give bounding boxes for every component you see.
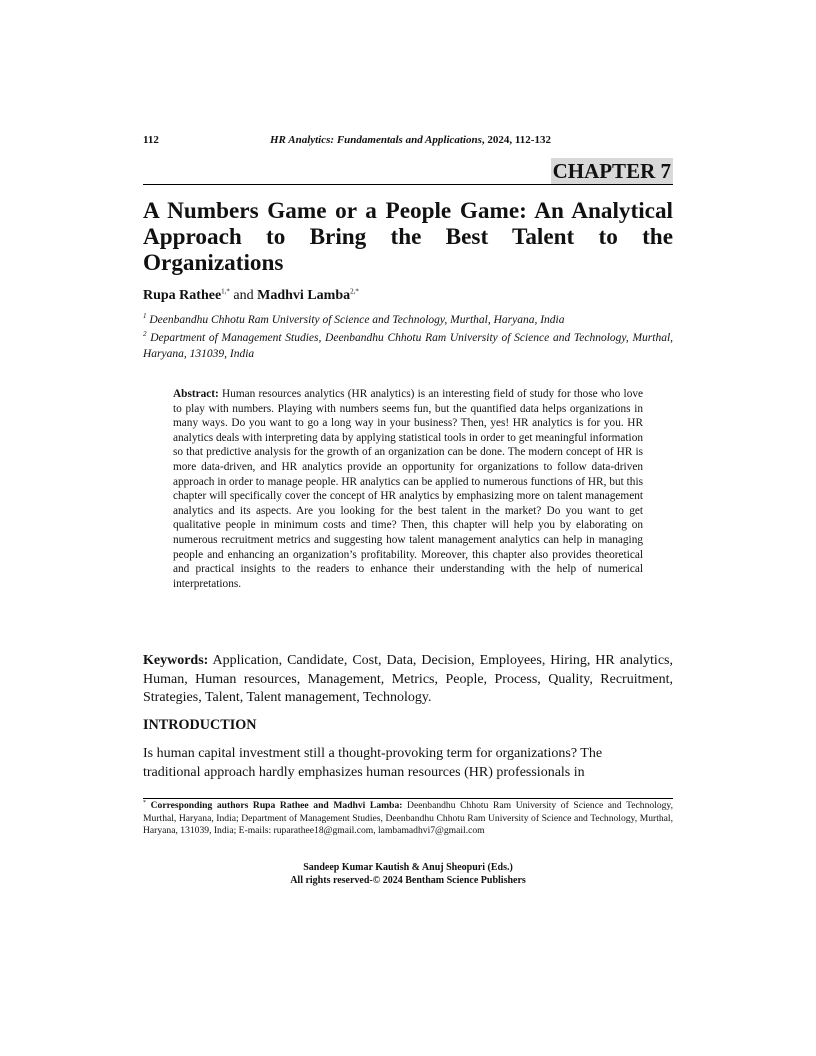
author-line (143, 288, 673, 304)
footer-editors: Sandeep Kumar Kautish & Anuj Sheopuri (Eds.) (303, 862, 513, 873)
keywords-label: Keywords: (143, 653, 209, 668)
abstract-label: Abstract: (173, 388, 219, 400)
chapter-header-rule (143, 158, 673, 185)
affiliation-text: Department of Management Studies, Deenbandhu Chhotu Ram University of Science and Technology, Murthal, Haryana, 131039, India (143, 332, 674, 360)
author-name: Rupa Rathee (143, 288, 222, 303)
keywords-text: Application, Candidate, Cost, Data, Decision, Employees, Hiring, HR analytics, Human, Human resources, Management, Metrics, People, Process, Quality, Recruitment, Strategies, Talent, Talent management, Technology. (143, 653, 673, 705)
page-number: 112 (143, 134, 159, 146)
journal-year-pages: , 2024, 112-132 (481, 134, 551, 146)
footnote (143, 800, 673, 838)
keywords (143, 652, 673, 708)
journal-title: HR Analytics: Fundamentals and Applications (270, 134, 482, 146)
journal-citation (270, 134, 551, 146)
affiliation (143, 312, 673, 328)
paragraph-line: traditional approach hardly emphasizes human resources (HR) professionals in (143, 764, 585, 780)
abstract-text: Human resources analytics (HR analytics) is an interesting field of study for those who love to play with numbers. Playing with numbers seems fun, but the quantified data helps organizations in many ways. Do you want to go a long way in your business? Then, yes! HR analytics is for you. HR analytics deals with interpreting data by applying statistical tools in order to get meaningful information so that predictive analysis for the growth of an organization can be done. The modern concept of HR is more data-driven, and HR analytics provide an opportunity for organizations to follow data-driven approach in order to manage people. HR analytics can be applied to numerous functions of HR, but this chapter will specifically cover the concept of HR analytics by emphasizing more on talent management analytics and its aspects. Are you looking for the best talent in the market? Do you want to get qualitative people in minimum costs and time? Then, this chapter will help you by elaborating on numerous recruitment metrics and suggesting how talent management analytics can help in managing people and enhancing an organization’s profitability. Moreover, this chapter also provides theoretical and practical insights to the readers to enhance their understanding with the help of numerical interpretations. (173, 388, 644, 590)
footnote-marker: * (143, 799, 146, 806)
footnote-label: Corresponding authors Rupa Rathee and Madhvi Lamba: (150, 800, 403, 811)
affiliation-number: 1 (143, 312, 147, 321)
chapter-title: A Numbers Game or a People Game: An Analytical Approach to Bring the Best Talent to the Organizations (143, 198, 673, 276)
page-footer (143, 862, 673, 887)
affiliation (143, 330, 673, 362)
author-conjunction: and (233, 288, 254, 303)
footer-rights: All rights reserved-© 2024 Bentham Science Publishers (290, 874, 526, 886)
section-heading: INTRODUCTION (143, 717, 257, 733)
author-affiliation-marker: 2,* (350, 287, 359, 296)
introduction-paragraph (143, 745, 673, 782)
footnote-text: Deenbandhu Chhotu Ram University of Science and Technology, Murthal, Haryana, India; Department of Management Studies, Deenbandhu Chhotu Ram University of Science and Technology, Murthal, Haryana, 131039, India; E-mails: ruparathee18@gmail.com, lambamadhvi7@gmail.com (143, 800, 674, 836)
footnote-divider (143, 798, 673, 799)
affiliation-number: 2 (143, 330, 147, 339)
author-name: Madhvi Lamba (257, 288, 351, 303)
author-affiliation-marker: 1,* (221, 287, 230, 296)
paragraph-line: Is human capital investment still a thought-provoking term for organizations? The (143, 746, 603, 761)
abstract (173, 387, 643, 591)
affiliation-text: Deenbandhu Chhotu Ram University of Science and Technology, Murthal, Haryana, India (149, 314, 565, 326)
chapter-label: CHAPTER 7 (552, 159, 671, 183)
